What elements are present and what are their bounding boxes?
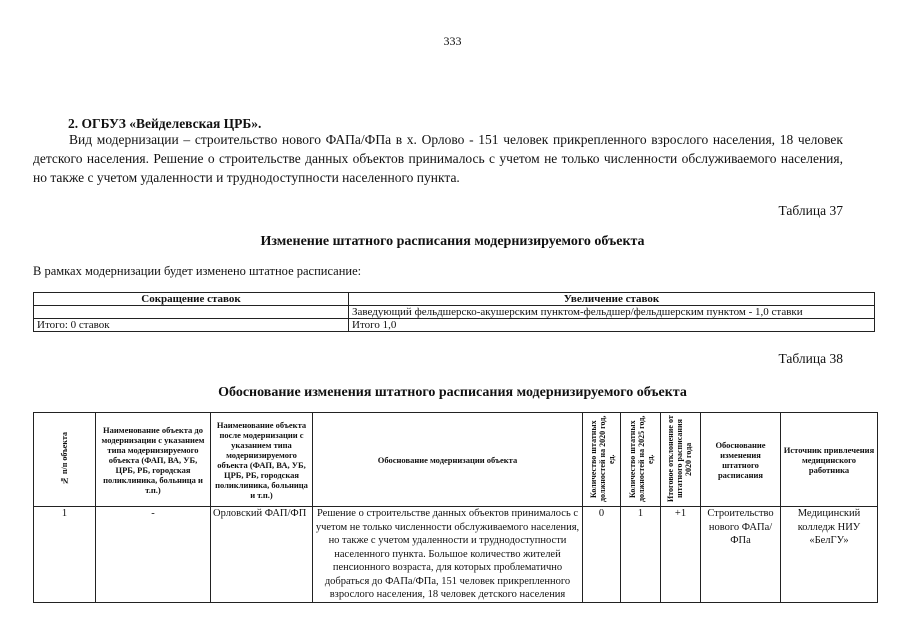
header-before: Наименование объекта до модернизации с указанием типа модернизируемого объекта (ФАП, ВА, УБ, ЦРБ, РБ, городская поликлиника, больница и т.п.)	[96, 413, 211, 507]
header-increase: Увеличение ставок	[349, 293, 875, 306]
header-count-2025: Количество штатных должностей на 2025 год, ед.	[621, 413, 661, 507]
staffing-justification-table	[33, 412, 878, 603]
cell-justification: Строительство нового ФАПа/ФПа	[701, 507, 781, 603]
header-deviation: Итоговое отклонение от штатного расписания 2020 года	[661, 413, 701, 507]
table-total-row	[34, 319, 875, 332]
cell-count-2020: 0	[583, 507, 621, 603]
intro-paragraph: Вид модернизации – строительство нового ФАПа/ФПа в х. Орлово - 151 человек прикрепленного взрослого населения, 18 человек детского населения. Решение о строительстве данных объектов принималось с учетом не только численности обслуживаемого населения, но также с учетом удаленности и труднодоступности населенного пункта.	[33, 132, 843, 185]
cell-source: Медицинский колледж НИУ «БелГУ»	[781, 507, 878, 603]
table-header-row	[34, 413, 878, 507]
header-justification: Обоснование изменения штатного расписания	[701, 413, 781, 507]
cell-deviation: +1	[661, 507, 701, 603]
total-reduction: Итого: 0 ставок	[34, 319, 349, 332]
cell-increase: Заведующий фельдшерско-акушерским пунктом-фельдшер/фельдшерским пунктом - 1,0 ставки	[349, 306, 875, 319]
section-title: 2. ОГБУЗ «Вейделевская ЦРБ».	[68, 116, 262, 131]
staffing-change-table	[33, 292, 875, 332]
total-increase: Итого 1,0	[349, 319, 875, 332]
table-row	[34, 507, 878, 603]
cell-reduction	[34, 306, 349, 319]
table-header-row	[34, 293, 875, 306]
cell-num: 1	[34, 507, 96, 603]
page-number: 333	[443, 34, 462, 48]
header-count-2020: Количество штатных должностей на 2020 год, ед.	[583, 413, 621, 507]
header-source: Источник привлечения медицинского работника	[781, 413, 878, 507]
table-38-label: Таблица 38	[778, 351, 843, 366]
cell-before: -	[96, 507, 211, 603]
header-num: № п/п объекта	[34, 413, 96, 507]
table-38-title: Обоснование изменения штатного расписания модернизируемого объекта	[218, 385, 687, 400]
header-reduction: Сокращение ставок	[34, 293, 349, 306]
table-row	[34, 306, 875, 319]
table-37-label: Таблица 37	[778, 203, 843, 218]
header-after: Наименование объекта после модернизации с указанием типа модернизируемого объекта (ФАП, ВА, УБ, ЦРБ, РБ, городская поликлиника, больница и т.п.)	[211, 413, 313, 507]
table-37-intro: В рамках модернизации будет изменено штатное расписание:	[33, 264, 362, 278]
cell-count-2025: 1	[621, 507, 661, 603]
header-reason: Обоснование модернизации объекта	[313, 413, 583, 507]
cell-after: Орловский ФАП/ФП	[211, 507, 313, 603]
table-37-title: Изменение штатного расписания модернизируемого объекта	[260, 234, 645, 249]
cell-reason: Решение о строительстве данных объектов принималось с учетом не только численности обслуживаемого населения, но также с учетом удаленности и труднодоступности населенного пункта. Большое количество жителей пенсионного возраста, для которых проблематично добраться до ФАПа/ФПа, 151 человек прикрепленного взрослого населения, 18 человек детского населения	[313, 507, 583, 603]
